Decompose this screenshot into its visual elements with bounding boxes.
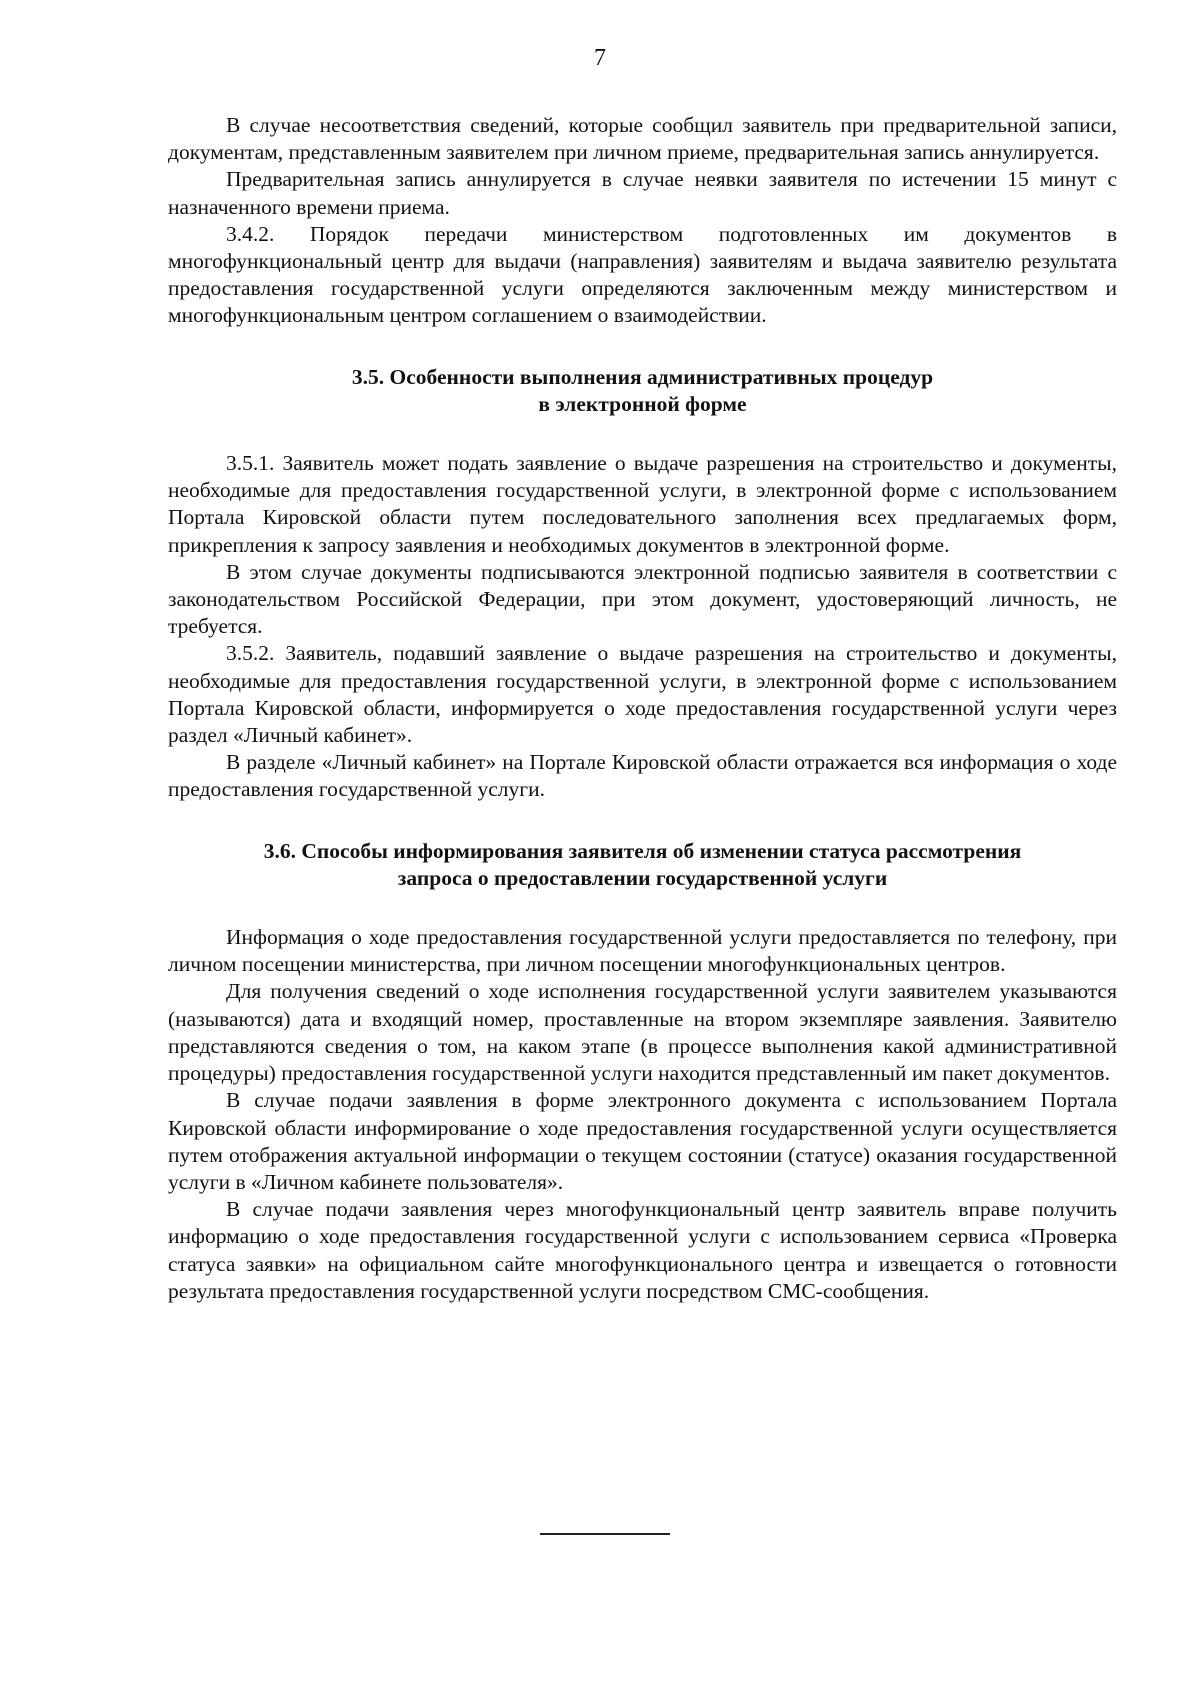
section-heading-line: 3.5. Особенности выполнения административных процедур — [351, 364, 934, 389]
section-heading-3-5 — [168, 364, 1117, 418]
paragraph: Предварительная запись аннулируется в случае неявки заявителя по истечении 15 минут с назначенного времени приема. — [168, 167, 1117, 219]
paragraph: Информация о ходе предоставления государственной услуги предоставляется по телефону, при личном посещении министерства, при личном посещении многофункциональных центров. — [168, 925, 1117, 977]
page-content — [168, 112, 1117, 1305]
paragraph: Для получения сведений о ходе исполнения государственной услуги заявителем указываются (называются) дата и входящий номер, проставленные на втором экземпляре заявления. Заявителю представляются сведения о том, на каком этапе (в процессе выполнения какой административной процедуры) предоставления государственной услуги находится представленный им пакет документов. — [168, 979, 1117, 1086]
section-heading-line: 3.6. Способы информирования заявителя об изменении статуса рассмотрения — [263, 838, 1022, 863]
section-heading-line: в электронной форме — [538, 391, 747, 416]
section-heading-3-6 — [168, 838, 1117, 892]
end-of-document-rule — [540, 1533, 670, 1535]
paragraph: 3.4.2. Порядок передачи министерством подготовленных им документов в многофункциональный центр для выдачи (направления) заявителям и выдача заявителю результата предоставления государственной услуги определяются заключенным между министерством и многофункциональным центром соглашением о взаимодействии. — [168, 221, 1117, 328]
paragraph: В этом случае документы подписываются электронной подписью заявителя в соответствии с законодательством Российской Федерации, при этом документ, удостоверяющий личность, не требуется. — [168, 559, 1117, 639]
page-number: 7 — [594, 45, 606, 71]
paragraph: В случае несоответствия сведений, которые сообщил заявитель при предварительной записи, документам, представленным заявителем при личном приеме, предварительная запись аннулируется. — [168, 113, 1117, 165]
section-heading-line: запроса о предоставлении государственной услуги — [397, 865, 888, 890]
paragraph: В разделе «Личный кабинет» на Портале Кировской области отражается вся информация о ходе предоставления государственной услуги. — [168, 750, 1117, 802]
paragraph: 3.5.1. Заявитель может подать заявление о выдаче разрешения на строительство и документы, необходимые для предоставления государственной услуги, в электронной форме с использованием Портала Кировской области путем последовательного заполнения всех предлагаемых форм, прикрепления к запросу заявления и необходимых документов в электронной форме. — [168, 451, 1117, 557]
paragraph: В случае подачи заявления в форме электронного документа с использованием Портала Кировской области информирование о ходе предоставления государственной услуги осуществляется путем отображения актуальной информации о текущем состоянии (статусе) оказания государственной услуги в «Личном кабинете пользователя». — [168, 1088, 1117, 1194]
paragraph: В случае подачи заявления через многофункциональный центр заявитель вправе получить информацию о ходе предоставления государственной услуги с использованием сервиса «Проверка статуса заявки» на официальном сайте многофункционального центра и извещается о готовности результата предоставления государственной услуги посредством СМС-сообщения. — [168, 1197, 1117, 1303]
paragraph: 3.5.2. Заявитель, подавший заявление о выдаче разрешения на строительство и документы, необходимые для предоставления государственной услуги, в электронной форме с использованием Портала Кировской области, информируется о ходе предоставления государственной услуги через раздел «Личный кабинет». — [168, 641, 1117, 748]
